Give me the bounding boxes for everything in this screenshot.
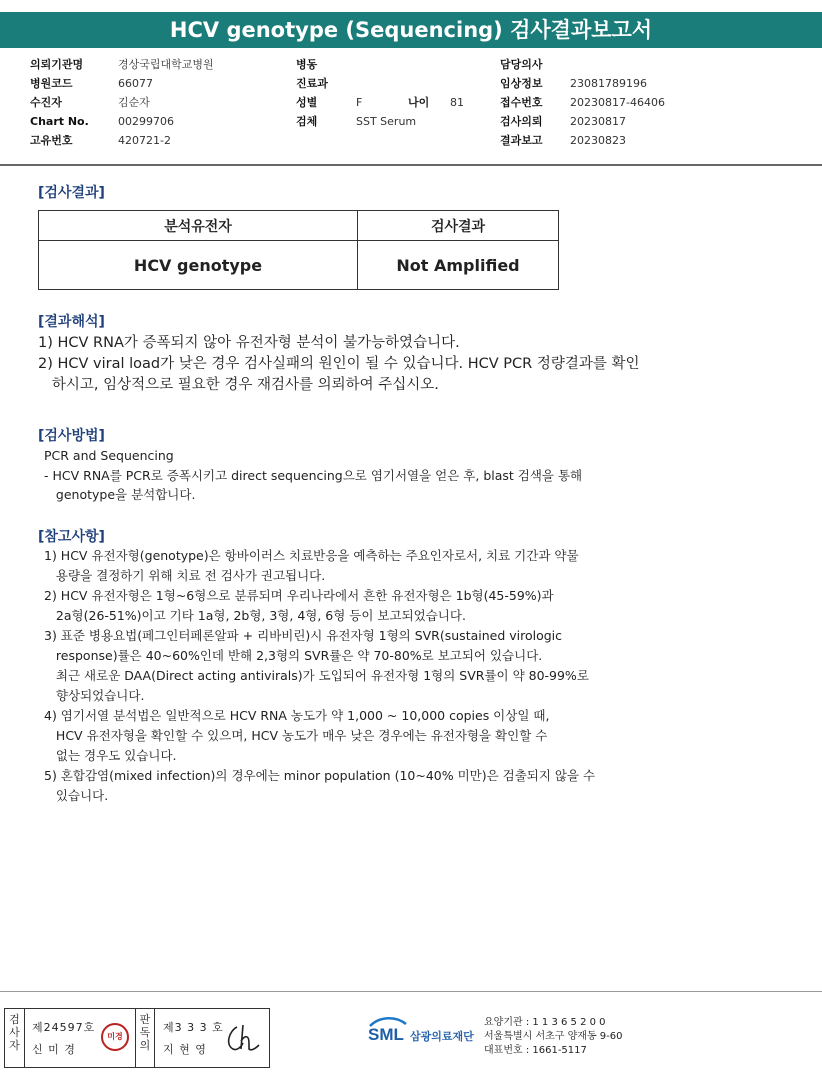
method-line: - HCV RNA를 PCR로 증폭시키고 direct sequencing으로 염기서열을 얻은 후, blast 검색을 통해 bbox=[44, 467, 583, 483]
result-column-header: 검사결과 bbox=[358, 211, 559, 241]
info-column-2 bbox=[296, 55, 496, 131]
note-line: HCV 유전자형을 확인할 수 있으며, HCV 농도가 매우 낮은 경우에는 유전자형을 확인할 수 bbox=[44, 728, 548, 743]
org-name: 삼광의료재단 bbox=[410, 1030, 474, 1043]
gene-cell: HCV genotype bbox=[39, 241, 358, 290]
sex-value: F bbox=[356, 96, 363, 109]
info-row bbox=[296, 74, 496, 93]
specimen-label: 검체 bbox=[296, 115, 318, 128]
note-line: 있습니다. bbox=[44, 788, 109, 803]
age-value: 81 bbox=[450, 96, 464, 109]
info-row bbox=[500, 74, 665, 93]
hospital-code-value: 66077 bbox=[118, 77, 153, 90]
unique-no-value: 420721-2 bbox=[118, 134, 171, 147]
note-line: 용량을 결정하기 위해 치료 전 검사가 권고됩니다. bbox=[44, 568, 326, 583]
method-heading: [검사방법] bbox=[38, 428, 105, 444]
interpretation-text bbox=[38, 333, 640, 396]
tester-name: 신 미 경 bbox=[32, 1043, 76, 1056]
gene-column-header: 분석유전자 bbox=[39, 211, 358, 241]
note-line: 5) 혼합감염(mixed infection)의 경우에는 minor population (10~40% 미만)은 검출되지 않을 수 bbox=[44, 768, 596, 783]
info-row bbox=[30, 93, 214, 112]
notes-text bbox=[44, 546, 595, 806]
request-date-label: 검사의뢰 bbox=[500, 115, 543, 128]
ward-label: 병동 bbox=[296, 58, 318, 71]
result-table bbox=[38, 210, 559, 290]
info-row bbox=[30, 131, 214, 150]
approver-name: 지 현 영 bbox=[163, 1043, 207, 1056]
result-heading: [검사결과] bbox=[38, 185, 105, 201]
clinical-info-value: 23081789196 bbox=[570, 77, 647, 90]
sex-label: 성별 bbox=[296, 96, 318, 109]
note-line: 3) 표준 병용요법(페그인터페론알파 + 리바비린)시 유전자형 1형의 SVR(sustained virologic bbox=[44, 628, 563, 643]
age-label: 나이 bbox=[408, 96, 430, 109]
dept-label: 진료과 bbox=[296, 77, 328, 90]
report-date-value: 20230823 bbox=[570, 134, 626, 147]
interpretation-line: 하시고, 임상적으로 필요한 경우 재검사를 의뢰하여 주십시오. bbox=[38, 377, 439, 393]
interpretation-line: 2) HCV viral load가 낮은 경우 검사실패의 원인이 될 수 있습니다. HCV PCR 정량결과를 확인 bbox=[38, 356, 640, 372]
result-cell: Not Amplified bbox=[358, 241, 559, 290]
info-row bbox=[500, 131, 665, 150]
interpretation-line: 1) HCV RNA가 증폭되지 않아 유전자형 분석이 불가능하였습니다. bbox=[38, 335, 460, 351]
tester-seal bbox=[101, 1023, 129, 1051]
receipt-no-label: 접수번호 bbox=[500, 96, 543, 109]
hospital-code-label: 병원코드 bbox=[30, 77, 73, 90]
sml-logo bbox=[366, 1016, 408, 1048]
address: 서울특별시 서초구 양재동 9-60 bbox=[484, 1031, 623, 1042]
unique-no-label: 고유번호 bbox=[30, 134, 73, 147]
tester-label-text: 검사자 bbox=[9, 1013, 20, 1052]
approver-signature bbox=[223, 1021, 263, 1055]
footer-divider bbox=[0, 991, 822, 992]
note-line: 2a형(26-51%)이고 기타 1a형, 2b형, 3형, 4형, 6형 등이 보고되었습니다. bbox=[44, 608, 466, 623]
info-row bbox=[296, 93, 496, 112]
patient-value: 김순자 bbox=[118, 96, 150, 109]
phone-number: 대표번호 : 1661-5117 bbox=[484, 1045, 587, 1056]
seal-text: 미경 bbox=[107, 1032, 123, 1041]
logo-text: SML bbox=[368, 1025, 404, 1044]
info-row bbox=[30, 112, 214, 131]
info-row bbox=[500, 93, 665, 112]
report-title: HCV genotype (Sequencing) 검사결과보고서 bbox=[0, 12, 822, 48]
approver-label bbox=[135, 1009, 155, 1067]
clinical-info-label: 임상정보 bbox=[500, 77, 543, 90]
result-table-row bbox=[39, 241, 559, 290]
info-row bbox=[30, 74, 214, 93]
info-row bbox=[500, 112, 665, 131]
method-text bbox=[44, 446, 582, 505]
notes-heading: [참고사항] bbox=[38, 529, 105, 545]
info-row bbox=[30, 55, 214, 74]
institution-label: 의뢰기관명 bbox=[30, 58, 84, 71]
chart-no-value: 00299706 bbox=[118, 115, 174, 128]
info-column-3 bbox=[500, 55, 665, 150]
request-date-value: 20230817 bbox=[570, 115, 626, 128]
report-date-label: 결과보고 bbox=[500, 134, 543, 147]
note-line: 최근 새로운 DAA(Direct acting antivirals)가 도입되어 유전자형 1형의 SVR률이 약 80-99%로 bbox=[44, 668, 589, 683]
result-table-header bbox=[39, 211, 559, 241]
specimen-value: SST Serum bbox=[356, 115, 417, 128]
header-divider bbox=[0, 164, 822, 166]
receipt-no-value: 20230817-46406 bbox=[570, 96, 665, 109]
note-line: 향상되었습니다. bbox=[44, 688, 145, 703]
note-line: 4) 염기서열 분석법은 일반적으로 HCV RNA 농도가 약 1,000 ~ 10,000 copies 이상일 때, bbox=[44, 708, 550, 723]
tester-license-no: 제24597호 bbox=[32, 1021, 96, 1034]
patient-label: 수진자 bbox=[30, 96, 62, 109]
doctor-label: 담당의사 bbox=[500, 58, 543, 71]
info-row bbox=[296, 112, 496, 131]
agency-number: 요양기관 : 1 1 3 6 5 2 0 0 bbox=[484, 1017, 606, 1028]
info-row bbox=[500, 55, 665, 74]
interpretation-heading: [결과해석] bbox=[38, 314, 105, 330]
note-line: 1) HCV 유전자형(genotype)은 항바이러스 치료반응을 예측하는 주요인자로서, 치료 기간과 약물 bbox=[44, 548, 579, 563]
info-row bbox=[296, 55, 496, 74]
method-line: PCR and Sequencing bbox=[44, 448, 174, 463]
tester-label bbox=[5, 1009, 25, 1067]
note-line: 2) HCV 유전자형은 1형~6형으로 분류되며 우리나라에서 흔한 유전자형은 1b형(45-59%)과 bbox=[44, 588, 554, 603]
footer-contact bbox=[484, 1016, 623, 1058]
signature-box bbox=[4, 1008, 270, 1068]
method-line: genotype을 분석합니다. bbox=[44, 487, 196, 502]
note-line: response)률은 40~60%인데 반해 2,3형의 SVR률은 약 70-80%로 보고되어 있습니다. bbox=[44, 648, 543, 663]
info-column-1 bbox=[30, 55, 214, 150]
approver-label-text: 판독의 bbox=[139, 1013, 151, 1052]
approver-license-no: 제3 3 3 호 bbox=[163, 1021, 224, 1034]
chart-no-label: Chart No. bbox=[30, 115, 89, 128]
institution-value: 경상국립대학교병원 bbox=[118, 58, 214, 71]
note-line: 없는 경우도 있습니다. bbox=[44, 748, 177, 763]
